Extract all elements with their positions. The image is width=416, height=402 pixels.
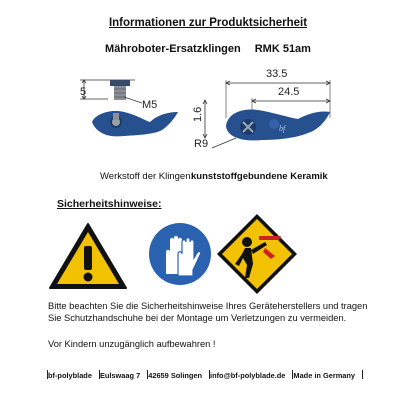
side-view (80, 80, 142, 103)
page-title: Informationen zur Produktsicherheit (108, 17, 308, 29)
warning-exclamation-icon (48, 222, 128, 290)
footer-brand: bf-polyblade (48, 371, 92, 380)
footer-city: 42659 Solingen (148, 371, 203, 380)
dim-width: 1.6 (192, 106, 204, 122)
product-subtitle (0, 43, 416, 55)
dim-radius: R9 (194, 138, 209, 150)
cut-hazard-icon (215, 212, 299, 296)
material-label: Werkstoff der Klingen: (100, 171, 194, 182)
footer-separator (362, 370, 363, 379)
footer-street: Eulswaag (99, 371, 135, 380)
dim-thread: M5 (142, 99, 158, 111)
blade-top-view-right (226, 110, 330, 141)
gloves-required-icon (148, 222, 212, 286)
dim-length-inner: 24.5 (278, 86, 300, 98)
blade-top-view-left (92, 111, 178, 136)
footer-street-no: 7 (136, 371, 141, 380)
safety-paragraph-2: Vor Kindern unzugänglich aufbewahren ! (48, 339, 216, 349)
safety-heading: Sicherheitshinweise: (57, 198, 162, 210)
material-value: kunststoffgebundene Keramik (191, 171, 328, 182)
footer (40, 370, 390, 380)
dim-length-total: 33.5 (266, 68, 288, 80)
dim-height: 5 (80, 86, 87, 98)
footer-origin: Made in Germany (293, 371, 356, 380)
footer-email[interactable]: info@bf-polyblade.de (210, 371, 286, 380)
svg-text:bf: bf (279, 124, 286, 133)
product-name: Mähroboter-Ersatzklingen (105, 43, 241, 55)
product-model: RMK 51am (254, 43, 311, 55)
safety-paragraph-1: Bitte beachten Sie die Sicherheitshinweise Ihres Geräteherstellers und tragen Sie Schutzhandschuhe bei der Montage um Verletzungen zu vermeiden. (48, 301, 368, 323)
